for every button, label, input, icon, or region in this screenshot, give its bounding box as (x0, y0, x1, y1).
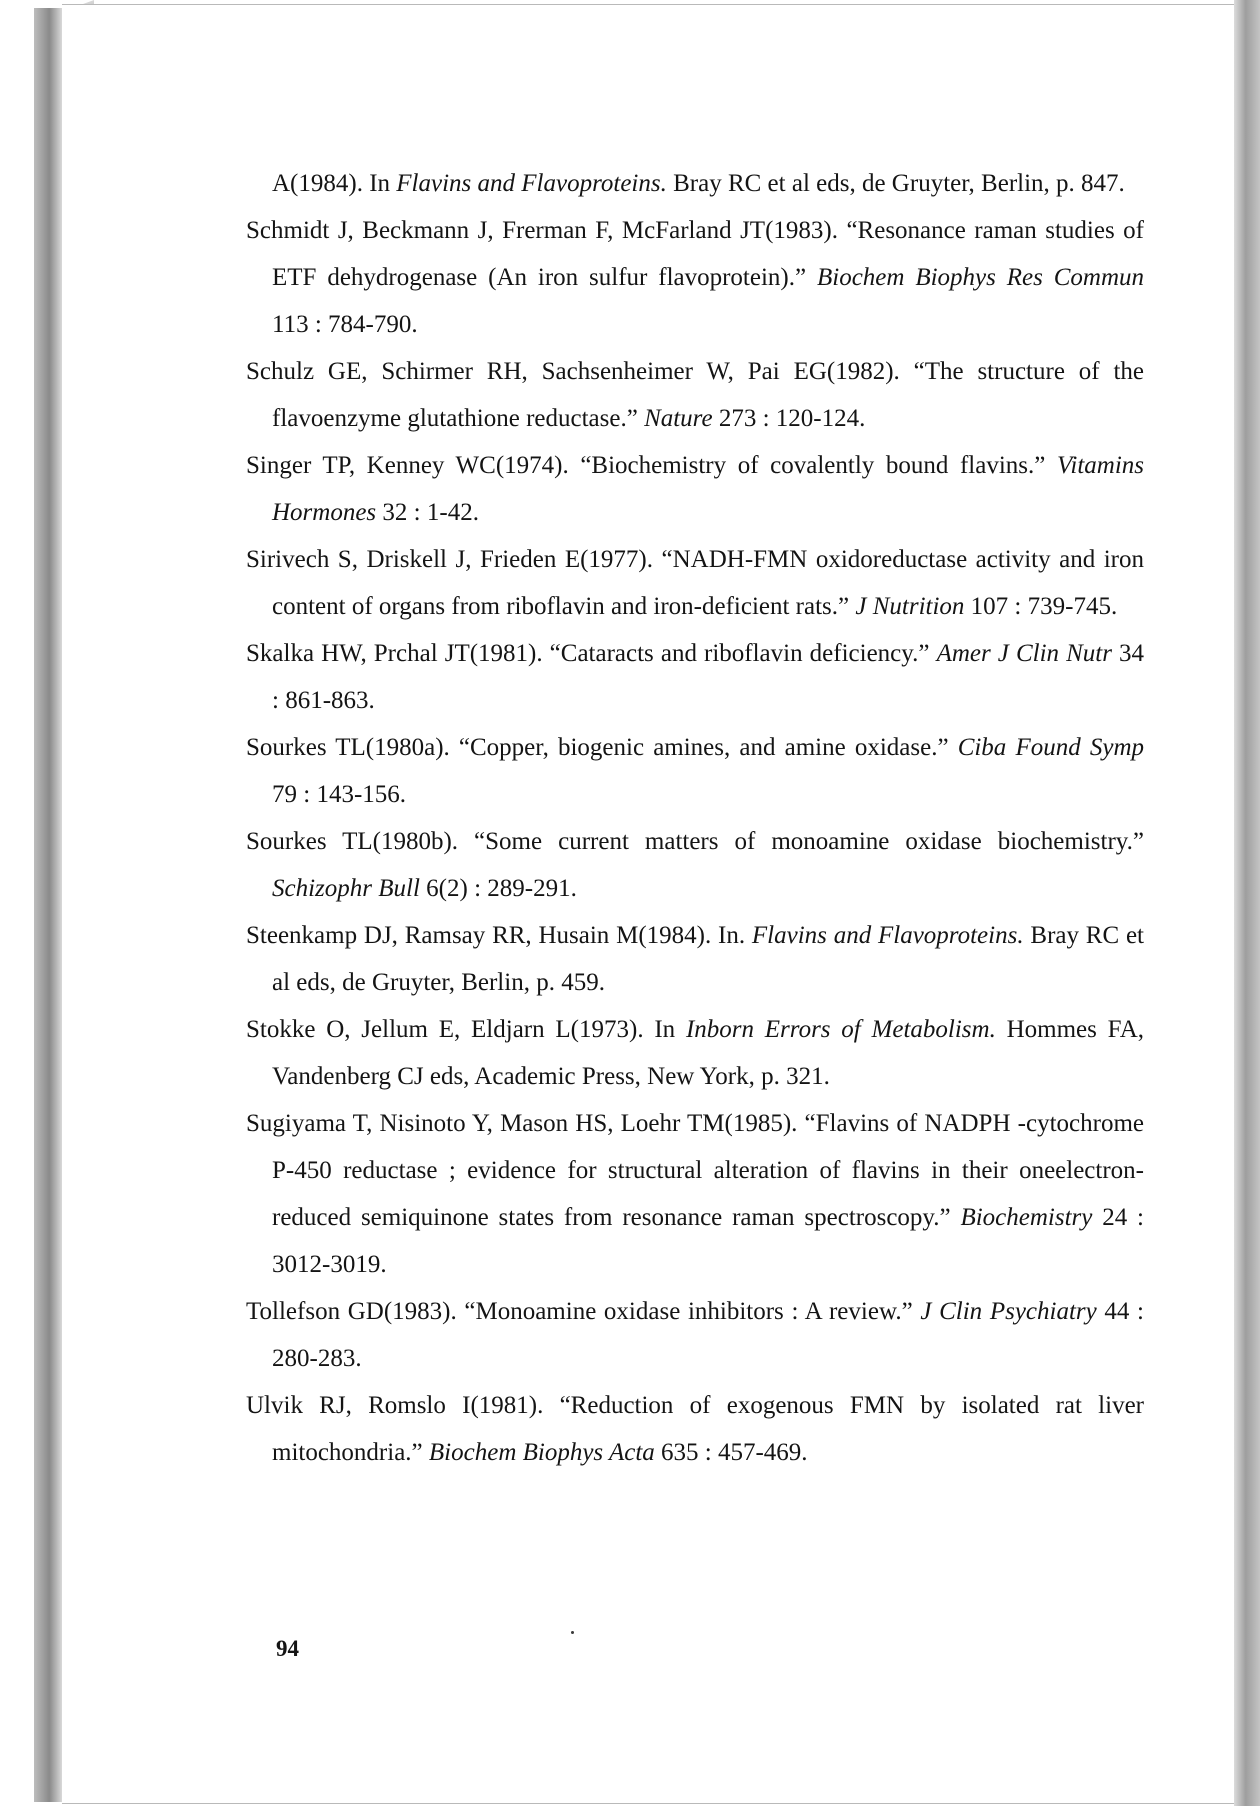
reference-text: Tollefson GD(1983). “Monoamine oxidase inhibitors : A review.” (246, 1298, 921, 1325)
reference-text: Steenkamp DJ, Ramsay RR, Husain M(1984). In. (246, 922, 752, 949)
reference-text: 273 : 120-124. (712, 405, 866, 432)
page-edge (1234, 0, 1260, 1806)
reference-text: 635 : 457-469. (654, 1439, 808, 1466)
reference-text: Singer TP, Kenney WC(1974). “Biochemistry of covalently bound flavins.” (246, 452, 1057, 479)
book-spine (34, 8, 63, 1802)
reference-text: Bray RC et al eds, de Gruyter, Berlin, p. 847. (666, 170, 1125, 197)
reference-entry (246, 1382, 1144, 1476)
reference-text: 113 : 784-790. (272, 311, 418, 338)
reference-text: 32 : 1-42. (376, 499, 479, 526)
reference-text: Bray RC et al eds, de Gruyter, Berlin, p. 459. (272, 922, 1144, 996)
reference-text: Schulz GE, Schirmer RH, Sachsenheimer W, Pai EG(1982). “The structure of the flavoenzyme glutathione reductase.” (246, 358, 1144, 432)
reference-entry (246, 630, 1144, 724)
reference-text: 34 : 861-863. (272, 640, 1145, 714)
reference-text: 107 : 739-745. (964, 593, 1118, 620)
reference-text: A(1984). In (272, 170, 397, 197)
reference-source-title: Nature (644, 405, 713, 432)
reference-text: Stokke O, Jellum E, Eldjarn L(1973). In (246, 1016, 686, 1043)
reference-source-title: Amer J Clin Nutr (936, 640, 1112, 667)
reference-entry (246, 1100, 1144, 1288)
reference-entry (246, 348, 1144, 442)
paper-speck (571, 1631, 574, 1634)
reference-text: 24 : 3012-3019. (272, 1204, 1144, 1278)
reference-source-title: J Clin Psychiatry (920, 1298, 1097, 1325)
reference-text: Schmidt J, Beckmann J, Frerman F, McFarland JT(1983). “Resonance raman studies of ETF dehydrogenase (An iron sulfur flavoprotein).” (246, 217, 1144, 291)
reference-source-title: Biochemistry (960, 1204, 1093, 1231)
reference-source-title: Biochem Biophys Acta (428, 1439, 655, 1466)
reference-text: 6(2) : 289-291. (419, 875, 577, 902)
reference-text: Ulvik RJ, Romslo I(1981). “Reduction of exogenous FMN by isolated rat liver mitochondria.” (246, 1392, 1144, 1466)
page-number: 94 (276, 1636, 299, 1661)
reference-text: Sugiyama T, Nisinoto Y, Mason HS, Loehr TM(1985). “Flavins of NADPH -cytochrome P-450 reductase ; evidence for structural alteration of flavins in their oneelectron-reduced semiquinone states from resonance raman spectroscopy.” (246, 1110, 1144, 1231)
reference-entry (246, 207, 1144, 348)
reference-text: 79 : 143-156. (272, 781, 407, 808)
reference-source-title: Schizophr Bull (272, 875, 420, 902)
reference-entry (246, 442, 1144, 536)
reference-source-title: Biochem Biophys Res Commun (816, 264, 1144, 291)
reference-source-title: Flavins and Flavoproteins. (396, 170, 667, 197)
reference-entry (246, 724, 1144, 818)
reference-entry (246, 1006, 1144, 1100)
reference-text: Sirivech S, Driskell J, Frieden E(1977). “NADH-FMN oxidoreductase activity and iron content of organs from riboflavin and iron-deficient rats.” (246, 546, 1144, 620)
reference-source-title: Vitamins Hormones (272, 452, 1144, 526)
reference-text: Skalka HW, Prchal JT(1981). “Cataracts and riboflavin deficiency.” (246, 640, 937, 667)
reference-entry (246, 160, 1144, 207)
reference-source-title: Flavins and Flavoproteins. (751, 922, 1024, 949)
reference-entry (246, 536, 1144, 630)
reference-text: Sourkes TL(1980b). “Some current matters of monoamine oxidase biochemistry.” (246, 828, 1144, 855)
reference-text: 44 : 280-283. (272, 1298, 1144, 1372)
reference-entry (246, 818, 1144, 912)
reference-source-title: J Nutrition (855, 593, 965, 620)
reference-text: Sourkes TL(1980a). “Copper, biogenic amines, and amine oxidase.” (246, 734, 958, 761)
reference-text: Hommes FA, Vandenberg CJ eds, Academic Press, New York, p. 321. (272, 1016, 1145, 1090)
reference-list (246, 160, 1144, 1476)
reference-entry (246, 1288, 1144, 1382)
reference-entry (246, 912, 1144, 1006)
reference-source-title: Ciba Found Symp (957, 734, 1144, 761)
reference-source-title: Inborn Errors of Metabolism. (685, 1016, 996, 1043)
